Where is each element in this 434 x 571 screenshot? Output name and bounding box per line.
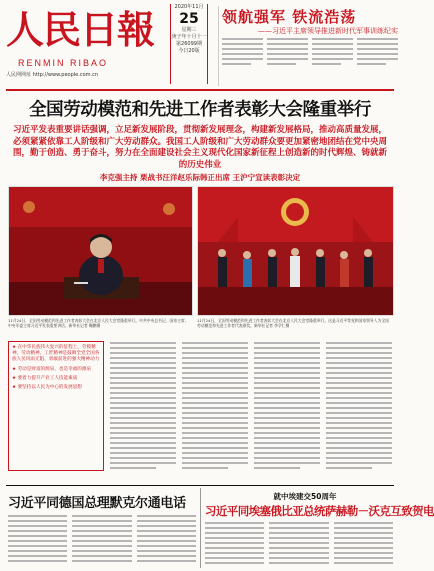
photo-speech-image [9,187,192,315]
key-point-1: ★ 在中华民族伟大复兴的征程上，劳模精神、劳动精神、工匠精神是鼓舞全党全国各族人民风雨无阻、勇敢前进的强大精神动力 [12,345,100,363]
bottom-left-text [8,515,196,567]
bottom-divider [6,485,394,486]
photo-ceremony-image [198,187,393,315]
photo-award-ceremony [197,186,394,316]
key-point-2: ★ 劳动是财富的源泉，也是幸福的源泉 [12,366,92,372]
masthead-divider [6,89,394,91]
date-day: 25 [179,11,199,27]
masthead-romanization: RENMIN RIBAO [18,58,109,68]
bottom-left-headline: 习近平同德国总理默克尔通电话 [8,496,186,511]
key-point-4: ★ 要坚持以人民为中心的发展思想 [12,385,82,391]
date-month: 2020年11月 [174,4,204,10]
date-box [170,4,208,84]
main-headline: 全国劳动模范和先进工作者表彰大会隆重举行 [29,100,371,120]
photo-speech [8,186,193,316]
index-column [210,6,219,86]
photo-speech-caption: 11月24日，全国劳动模范和先进工作者表彰大会在北京人民大会堂隆重举行。中共中央总书记、国家主席、中央军委主席习近平发表重要讲话。新华社记者 鞠鹏摄 [8,318,189,328]
main-body-text [110,342,392,480]
masthead-logo: 人民日報 [6,7,155,52]
top-story-subheadline: ——习近平主席领导推进新时代军事训练纪实 [258,27,398,35]
key-points-box [8,341,104,471]
top-story-text [222,38,398,86]
main-deck: 习近平发表重要讲话强调，立足新发展阶段，贯彻新发展理念，构建新发展格局，推动高质量发展，必须紧紧依靠工人阶级和广大劳动群众。我国工人阶级和广大劳动群众要更加紧密地团结在党中央周围，勤于创造、勇于奋斗，努力在全面建设社会主义现代化国家新征程上创造新的时代辉煌、铸就新的历史伟业 [12,125,387,170]
masthead-site: 人民网网址 http://www.people.com.cn [6,72,99,78]
bottom-column-divider [200,488,201,568]
bottom-right-subheadline: 就中埃建交50周年 [273,492,337,501]
date-weekday: 星期三 [181,27,197,33]
key-point-3: ★ 要着力提升产业工人技能素质 [12,375,78,381]
bottom-right-headline: 习近平同埃塞俄比亚总统萨赫勒－沃克互致贺电 [205,504,434,518]
date-pages: 今日20版 [178,48,200,54]
bottom-right-text [205,522,393,567]
date-lunar: 庚子年十月十一 [171,34,207,40]
main-byline: 李克强主持 栗战书汪洋赵乐际韩正出席 王沪宁宣读表彰决定 [99,173,301,182]
top-story-headline: 领航强军 铁流浩荡 [222,8,357,26]
date-edition: 第26099期 [176,41,202,47]
photo-ceremony-caption: 11月24日，全国劳动模范和先进工作者表彰大会在北京人民大会堂隆重举行。这是习近平等党和国家领导人为全国劳动模范和先进工作者代表颁奖。新华社记者 李学仁摄 [197,318,389,328]
